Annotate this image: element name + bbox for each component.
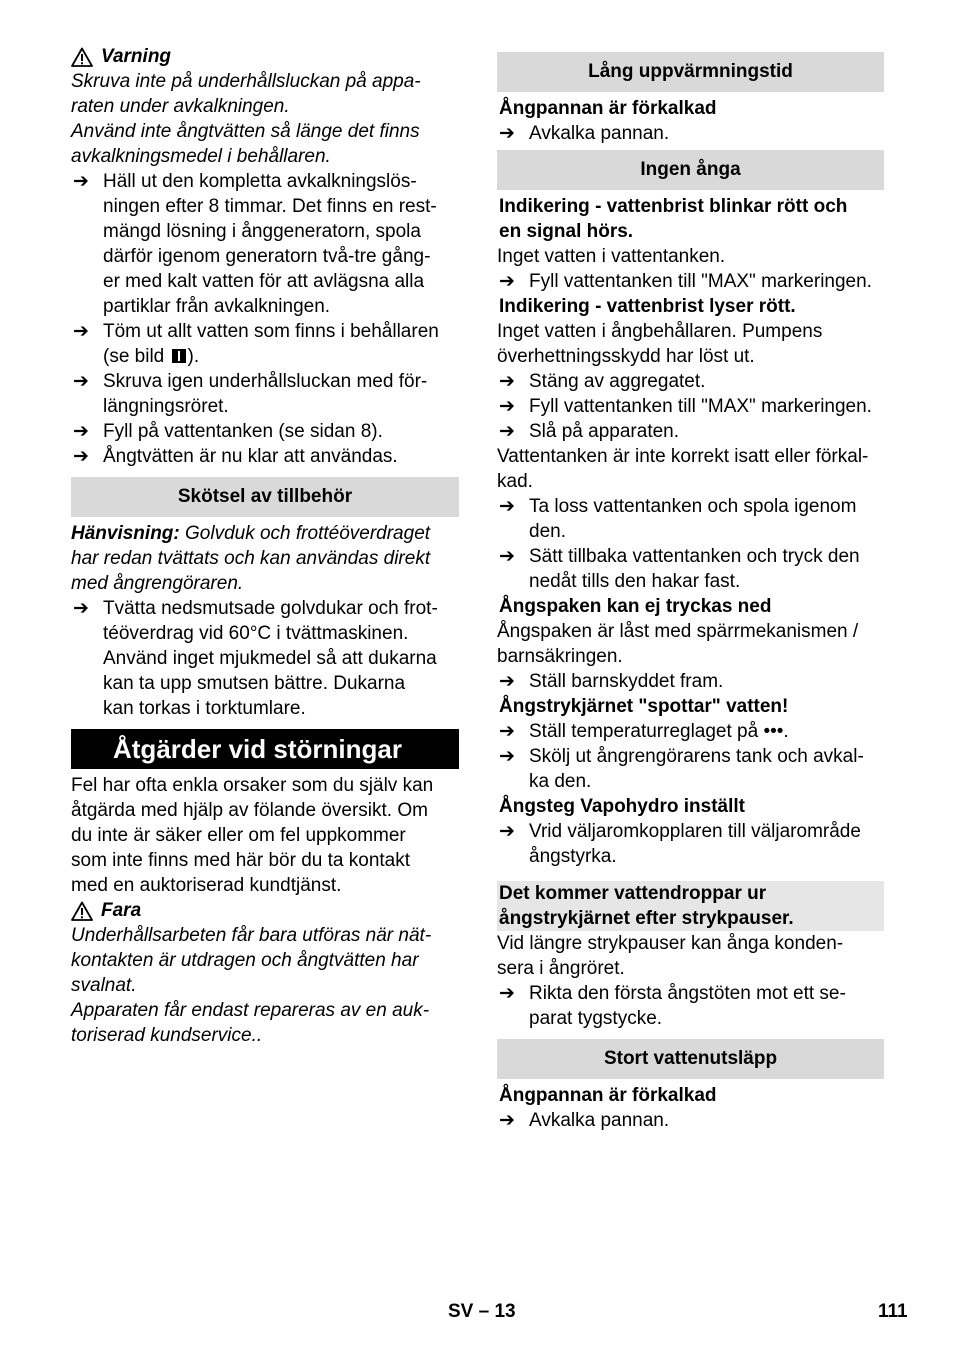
arrow-icon: ➔ xyxy=(499,123,515,144)
subheading: Indikering - vattenbrist lyser rött. xyxy=(499,296,796,317)
list-item: ➔ Stäng av aggregatet. xyxy=(499,371,706,392)
arrow-icon: ➔ xyxy=(499,1110,515,1131)
left-column xyxy=(71,44,459,1048)
note-line: har redan tvättats och kan användas direkt xyxy=(71,548,431,569)
intro-line: Fel har ofta enkla orsaker som du själv kan xyxy=(71,775,434,796)
list-item: ➔ Töm ut allt vatten som finns i behållaren (se bild ). xyxy=(73,321,439,367)
figure-1-icon xyxy=(172,349,186,363)
right-column xyxy=(497,52,884,1133)
arrow-icon: ➔ xyxy=(499,721,515,742)
footer-section-label: SV – 13 xyxy=(448,1301,516,1322)
warning-line: raten under avkalkningen. xyxy=(71,96,290,117)
list-item: ➔ Avkalka pannan. xyxy=(499,1110,670,1131)
text-line: Inget vatten i vattentanken. xyxy=(497,246,726,267)
list-item: ➔ Ställ temperaturreglaget på •••. xyxy=(499,721,789,742)
list-item: ➔ Rikta den första ångstöten mot ett se- parat tygstycke. xyxy=(499,983,846,1029)
warning-line: Skruva inte på underhållsluckan på appa- xyxy=(71,71,421,92)
section-heading-no-steam: Ingen ånga xyxy=(497,150,884,190)
text-line: överhettningsskydd har löst ut. xyxy=(497,346,755,367)
warning-line: avkalkningsmedel i behållaren. xyxy=(71,146,331,167)
subheading: Ångsteg Vapohydro inställt xyxy=(499,796,745,817)
intro-line: åtgärda med hjälp av fölande översikt. Om xyxy=(71,800,428,821)
arrow-icon: ➔ xyxy=(73,321,89,342)
arrow-icon: ➔ xyxy=(499,421,515,442)
page-number: 111 xyxy=(878,1301,908,1322)
intro-line: med en auktoriserad kundtjänst. xyxy=(71,875,342,896)
list-item: ➔ Skruva igen underhållsluckan med för- längningsröret. xyxy=(73,371,428,417)
arrow-icon: ➔ xyxy=(73,598,89,619)
section-heading-care: Skötsel av tillbehör xyxy=(71,477,459,517)
danger-title: Fara xyxy=(71,898,459,923)
danger-line: Underhållsarbeten får bara utföras när nät- xyxy=(71,925,432,946)
warning-line: Använd inte ångtvätten så länge det finns xyxy=(71,121,420,142)
list-item: ➔ Ställ barnskyddet fram. xyxy=(499,671,724,692)
danger-line: svalnat. xyxy=(71,975,137,996)
arrow-icon: ➔ xyxy=(73,171,89,192)
warning-triangle-icon xyxy=(71,47,93,67)
section-heading-water-drops: Det kommer vattendroppar ur ångstrykjärnet efter strykpauser. xyxy=(497,881,884,931)
arrow-icon: ➔ xyxy=(73,371,89,392)
list-item: ➔ Sätt tillbaka vattentanken och tryck den nedåt tills den hakar fast. xyxy=(499,546,860,592)
subheading: Ångstrykjärnet "spottar" vatten! xyxy=(499,696,789,717)
subheading: en signal hörs. xyxy=(499,221,634,242)
list-item: ➔ Fyll på vattentanken (se sidan 8). xyxy=(73,421,383,442)
list-item: ➔ Slå på apparaten. xyxy=(499,421,680,442)
arrow-icon: ➔ xyxy=(499,271,515,292)
section-heading-troubleshooting: Åtgärder vid störningar xyxy=(71,729,459,769)
text-line: Inget vatten i ångbehållaren. Pumpens xyxy=(497,321,823,342)
warning-triangle-icon xyxy=(71,901,93,921)
danger-line: kontakten är utdragen och ångtvätten har xyxy=(71,950,419,971)
text-line: Vid längre strykpauser kan ånga konden- xyxy=(497,933,844,954)
list-item: ➔ Ta loss vattentanken och spola igenom den. xyxy=(499,496,857,542)
danger-line: toriserad kundservice.. xyxy=(71,1025,263,1046)
subheading: Indikering - vattenbrist blinkar rött och xyxy=(499,196,848,217)
arrow-icon: ➔ xyxy=(73,421,89,442)
text-line: Vattentanken är inte korrekt isatt eller förkal- xyxy=(497,446,869,467)
list-item: ➔ Fyll vattentanken till "MAX" markeringen. xyxy=(499,271,872,292)
list-item: ➔ Avkalka pannan. xyxy=(499,123,670,144)
subheading: Ångpannan är förkalkad xyxy=(499,1085,717,1106)
arrow-icon: ➔ xyxy=(499,496,515,517)
list-item: ➔ Ångtvätten är nu klar att användas. xyxy=(73,446,398,467)
list-item: ➔ Skölj ut ångrengörarens tank och avkal- ka den. xyxy=(499,746,864,792)
text-line: sera i ångröret. xyxy=(497,958,625,979)
intro-line: du inte är säker eller om fel uppkommer xyxy=(71,825,406,846)
intro-line: som inte finns med här bör du ta kontakt xyxy=(71,850,411,871)
arrow-icon: ➔ xyxy=(499,546,515,567)
subheading: Ångspaken kan ej tryckas ned xyxy=(499,596,772,617)
arrow-icon: ➔ xyxy=(499,671,515,692)
list-item: ➔ Häll ut den kompletta avkalkningslös- ningen efter 8 timmar. Det finns en rest- mängd lösning i ånggeneratorn, spola därför igenom generatorn två-tre gång- er med kalt vatten för att avlägsna alla partiklar från avkalkningen. xyxy=(73,171,437,317)
arrow-icon: ➔ xyxy=(499,396,515,417)
subheading: Ångpannan är förkalkad xyxy=(499,98,717,119)
note-line: Hänvisning: Golvduk och frottéöverdraget xyxy=(71,523,431,544)
arrow-icon: ➔ xyxy=(499,821,515,842)
arrow-icon: ➔ xyxy=(499,746,515,767)
list-item: ➔ Vrid väljaromkopplaren till väljarområde ångstyrka. xyxy=(499,821,861,867)
warning-title: Varning xyxy=(71,44,459,69)
text-line: Ångspaken är låst med spärrmekanismen / xyxy=(497,621,859,642)
arrow-icon: ➔ xyxy=(499,371,515,392)
arrow-icon: ➔ xyxy=(73,446,89,467)
list-item: ➔ Tvätta nedsmutsade golvdukar och frot- téöverdrag vid 60°C i tvättmaskinen. Använd inget mjukmedel så att dukarna kan ta upp smutsen bättre. Dukarna kan torkas i torktumlare. xyxy=(73,598,438,719)
section-heading-big-leak: Stort vattenutsläpp xyxy=(497,1039,884,1079)
danger-line: Apparaten får endast repareras av en auk- xyxy=(71,1000,430,1021)
text-line: barnsäkringen. xyxy=(497,646,623,667)
text-line: kad. xyxy=(497,471,533,492)
list-item: ➔ Fyll vattentanken till "MAX" markeringen. xyxy=(499,396,872,417)
section-heading-long-heating: Lång uppvärmningstid xyxy=(497,52,884,92)
note-line: med ångrengöraren. xyxy=(71,573,244,594)
arrow-icon: ➔ xyxy=(499,983,515,1004)
